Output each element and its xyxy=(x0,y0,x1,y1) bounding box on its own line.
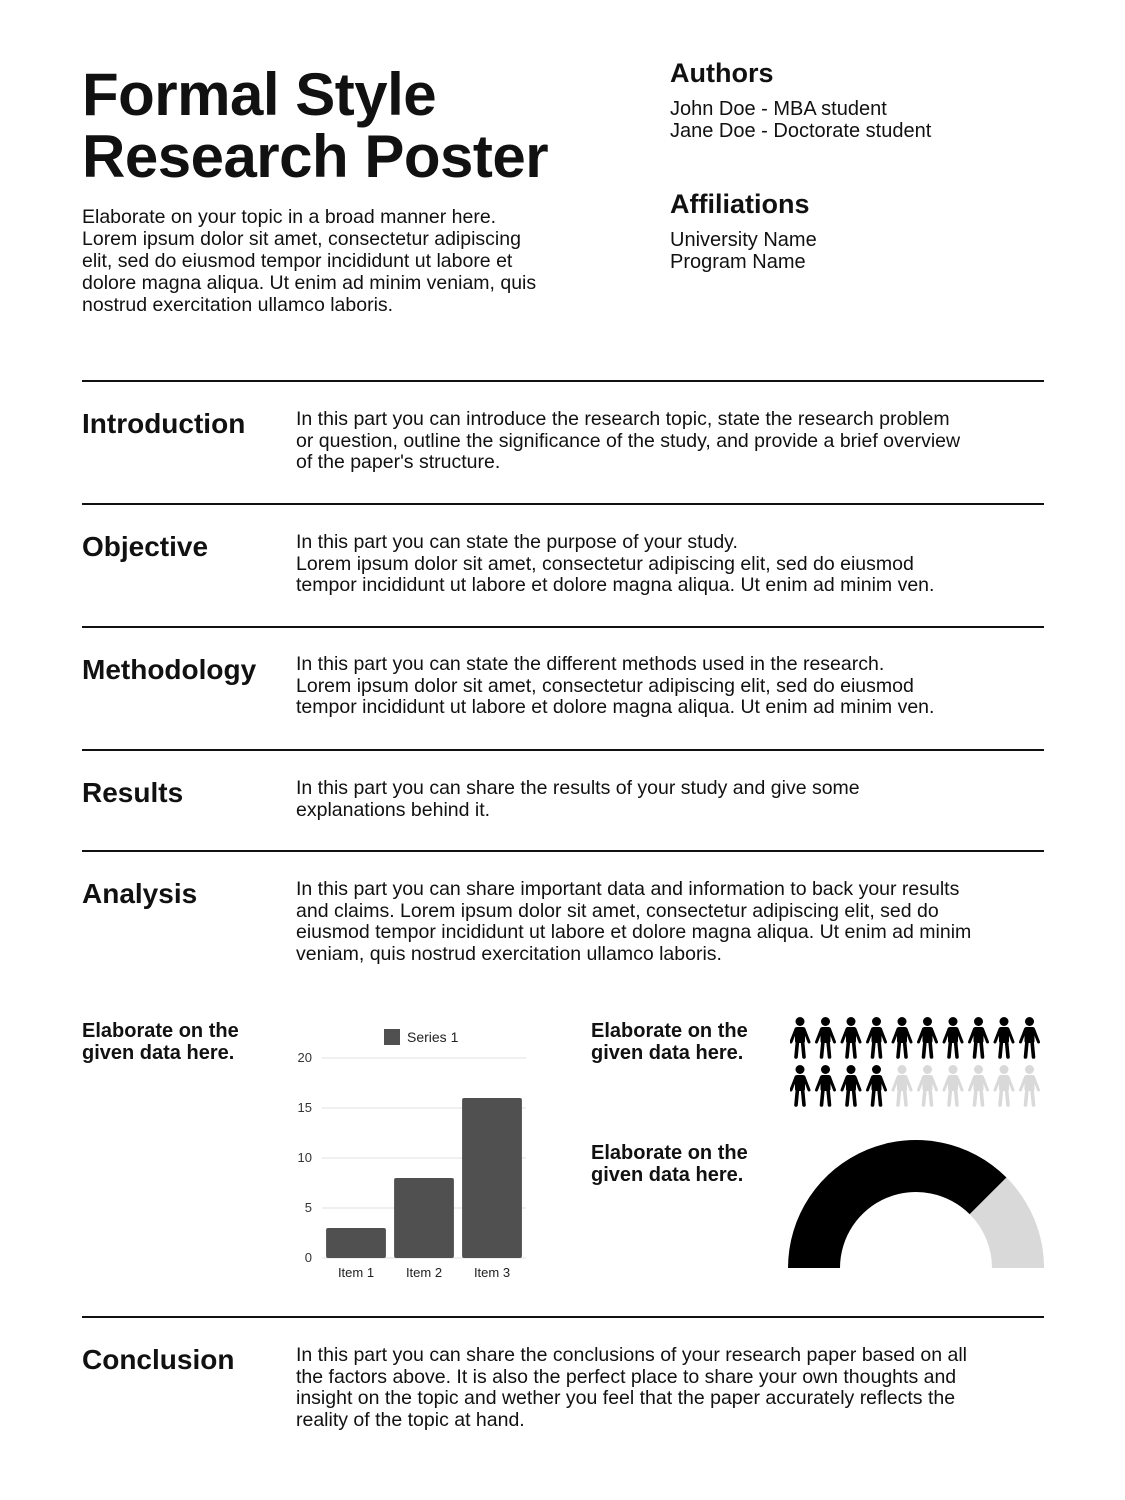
y-tick-label: 10 xyxy=(297,1150,312,1165)
section-divider xyxy=(82,850,1044,852)
title-line-1: Formal Style xyxy=(82,61,437,128)
person-head xyxy=(949,1017,958,1026)
person-leg xyxy=(803,1041,805,1057)
person-leg xyxy=(796,1041,798,1057)
person-leg xyxy=(803,1089,805,1105)
text-line: Lorem ipsum dolor sit amet, consectetur adipiscing elit, sed do eiusmod xyxy=(296,552,914,575)
person-leg xyxy=(847,1089,849,1105)
donut-slice xyxy=(788,1140,1007,1268)
caption-line: given data here. xyxy=(82,1042,235,1064)
text-line: In this part you can state the different methods used in the research. xyxy=(296,653,885,675)
person-icon xyxy=(817,1065,835,1105)
legend-label: Series 1 xyxy=(407,1029,459,1045)
person-leg xyxy=(796,1089,798,1105)
bar xyxy=(326,1228,386,1258)
person-icon xyxy=(817,1017,835,1057)
person-leg xyxy=(930,1041,932,1057)
person-icon xyxy=(893,1065,911,1105)
caption-line: Elaborate on the xyxy=(591,1142,748,1164)
person-icon xyxy=(842,1017,860,1057)
methodology-heading: Methodology xyxy=(82,654,257,685)
person-leg xyxy=(949,1089,951,1105)
person-head xyxy=(974,1065,983,1074)
section-divider xyxy=(82,1316,1044,1318)
text-line: tempor incididunt ut labore et dolore magna aliqua. Ut enim ad minim ven. xyxy=(296,696,935,718)
person-head xyxy=(872,1017,881,1026)
text-line: tempor incididunt ut labore et dolore magna aliqua. Ut enim ad minim ven. xyxy=(296,574,935,596)
summary-line: dolore magna aliqua. Ut enim ad minim veniam, quis xyxy=(82,272,537,294)
text-line: or question, outline the significance of the study, and provide a brief overview xyxy=(296,429,961,452)
introduction-heading: Introduction xyxy=(82,408,246,439)
person-icon xyxy=(919,1017,937,1057)
y-tick-label: 5 xyxy=(304,1200,312,1215)
person-leg xyxy=(1000,1041,1002,1057)
person-leg xyxy=(930,1089,932,1105)
person-icon xyxy=(919,1065,937,1105)
person-leg xyxy=(898,1041,900,1057)
person-leg xyxy=(828,1089,830,1105)
person-leg xyxy=(1026,1041,1028,1057)
person-leg xyxy=(873,1089,875,1105)
person-icon xyxy=(868,1017,886,1057)
x-tick-label: Item 3 xyxy=(473,1265,511,1280)
person-head xyxy=(1025,1065,1034,1074)
person-leg xyxy=(1000,1089,1002,1105)
poster-title xyxy=(82,61,642,190)
person-head xyxy=(1000,1017,1009,1026)
person-leg xyxy=(1007,1089,1009,1105)
person-head xyxy=(796,1065,805,1074)
person-icon xyxy=(944,1017,962,1057)
person-icon xyxy=(995,1017,1013,1057)
text-line: insight on the topic and wether you feel that the paper accurately reflects the xyxy=(296,1387,956,1409)
person-leg xyxy=(981,1041,983,1057)
person-leg xyxy=(879,1089,881,1105)
person-leg xyxy=(975,1089,977,1105)
text-line: explanations behind it. xyxy=(296,798,491,821)
person-head xyxy=(923,1065,932,1074)
bar-chart xyxy=(286,1020,546,1290)
person-icon xyxy=(842,1065,860,1105)
x-tick-label: Item 1 xyxy=(337,1265,375,1280)
results-heading: Results xyxy=(82,777,184,808)
person-leg xyxy=(828,1041,830,1057)
affiliation-line: Program Name xyxy=(670,251,806,273)
pictogram-caption xyxy=(591,1020,791,1064)
person-head xyxy=(1000,1065,1009,1074)
people-pictogram xyxy=(790,1015,1050,1110)
text-line: In this part you can share the conclusions of your research paper based on all xyxy=(296,1344,967,1366)
person-head xyxy=(898,1065,907,1074)
methodology-text xyxy=(296,654,1046,719)
text-line: In this part you can share the results of your study and give some xyxy=(296,777,860,799)
affiliations-heading: Affiliations xyxy=(670,189,810,219)
text-line: veniam, quis nostrud exercitation ullamco laboris. xyxy=(296,942,722,965)
summary-line: Elaborate on your topic in a broad manner here. xyxy=(82,206,497,228)
text-line: Lorem ipsum dolor sit amet, consectetur adipiscing elit, sed do eiusmod xyxy=(296,674,914,697)
person-head xyxy=(872,1065,881,1074)
person-head xyxy=(796,1017,805,1026)
person-head xyxy=(1025,1017,1034,1026)
bar xyxy=(462,1098,522,1258)
person-leg xyxy=(956,1041,958,1057)
conclusion-text xyxy=(296,1345,1046,1431)
affiliation-line: University Name xyxy=(670,229,817,251)
person-leg xyxy=(905,1089,907,1105)
caption-line: Elaborate on the xyxy=(591,1020,748,1042)
person-leg xyxy=(956,1089,958,1105)
person-icon xyxy=(944,1065,962,1105)
person-icon xyxy=(791,1065,809,1105)
person-leg xyxy=(924,1041,926,1057)
person-leg xyxy=(1007,1041,1009,1057)
legend-swatch xyxy=(384,1029,400,1045)
section-divider xyxy=(82,380,1044,382)
y-tick-label: 20 xyxy=(297,1050,312,1065)
x-tick-label: Item 2 xyxy=(405,1265,443,1280)
summary-line: elit, sed do eiusmod tempor incididunt ut labore et xyxy=(82,250,513,272)
conclusion-heading: Conclusion xyxy=(82,1344,235,1375)
section-divider xyxy=(82,503,1044,505)
person-head xyxy=(923,1017,932,1026)
person-head xyxy=(847,1065,856,1074)
summary-line: nostrud exercitation ullamco laboris. xyxy=(82,294,394,316)
person-leg xyxy=(879,1041,881,1057)
bar xyxy=(394,1178,454,1258)
introduction-text xyxy=(296,409,1046,474)
person-icon xyxy=(995,1065,1013,1105)
person-head xyxy=(821,1017,830,1026)
person-head xyxy=(898,1017,907,1026)
section-divider xyxy=(82,626,1044,628)
person-leg xyxy=(822,1089,824,1105)
person-head xyxy=(821,1065,830,1074)
person-leg xyxy=(905,1041,907,1057)
donut-caption xyxy=(591,1142,791,1186)
results-text xyxy=(296,778,1046,821)
text-line: of the paper's structure. xyxy=(296,451,501,473)
person-leg xyxy=(854,1041,856,1057)
person-leg xyxy=(1026,1089,1028,1105)
section-divider xyxy=(82,749,1044,751)
person-leg xyxy=(898,1089,900,1105)
caption-line: given data here. xyxy=(591,1164,744,1186)
person-icon xyxy=(868,1065,886,1105)
text-line: In this part you can introduce the research topic, state the research problem xyxy=(296,408,950,430)
person-icon xyxy=(791,1017,809,1057)
author-line: Jane Doe - Doctorate student xyxy=(670,120,932,142)
text-line: and claims. Lorem ipsum dolor sit amet, consectetur adipiscing elit, sed do xyxy=(296,899,939,922)
author-line: John Doe - MBA student xyxy=(670,98,887,120)
person-leg xyxy=(822,1041,824,1057)
summary-line: Lorem ipsum dolor sit amet, consectetur adipiscing xyxy=(82,228,521,250)
person-icon xyxy=(1021,1017,1039,1057)
y-tick-label: 15 xyxy=(297,1100,312,1115)
person-leg xyxy=(854,1089,856,1105)
text-line: eiusmod tempor incididunt ut labore et dolore magna aliqua. Ut enim ad minim xyxy=(296,921,972,943)
text-line: In this part you can share important data and information to back your results xyxy=(296,878,960,900)
objective-heading: Objective xyxy=(82,531,209,562)
person-leg xyxy=(949,1041,951,1057)
person-head xyxy=(949,1065,958,1074)
person-icon xyxy=(1021,1065,1039,1105)
person-leg xyxy=(1032,1041,1034,1057)
person-icon xyxy=(970,1065,988,1105)
person-leg xyxy=(975,1041,977,1057)
analysis-heading: Analysis xyxy=(82,878,198,909)
person-icon xyxy=(970,1017,988,1057)
analysis-text xyxy=(296,879,1046,965)
semi-donut-chart xyxy=(788,1138,1050,1272)
person-leg xyxy=(873,1041,875,1057)
text-line: In this part you can state the purpose of your study. xyxy=(296,531,738,553)
person-leg xyxy=(847,1041,849,1057)
person-head xyxy=(974,1017,983,1026)
objective-text xyxy=(296,532,1046,597)
y-tick-label: 0 xyxy=(304,1250,312,1265)
text-line: the factors above. It is also the perfect place to share your own thoughts and xyxy=(296,1365,957,1388)
caption-line: given data here. xyxy=(591,1042,744,1064)
caption-line: Elaborate on the xyxy=(82,1020,239,1042)
authors-heading: Authors xyxy=(670,58,774,88)
text-line: reality of the topic at hand. xyxy=(296,1408,525,1431)
person-leg xyxy=(924,1089,926,1105)
bar-chart-caption xyxy=(82,1020,282,1064)
person-leg xyxy=(1032,1089,1034,1105)
person-head xyxy=(847,1017,856,1026)
title-line-2: Research Poster xyxy=(82,123,549,190)
person-leg xyxy=(981,1089,983,1105)
topic-summary xyxy=(82,206,622,316)
person-icon xyxy=(893,1017,911,1057)
